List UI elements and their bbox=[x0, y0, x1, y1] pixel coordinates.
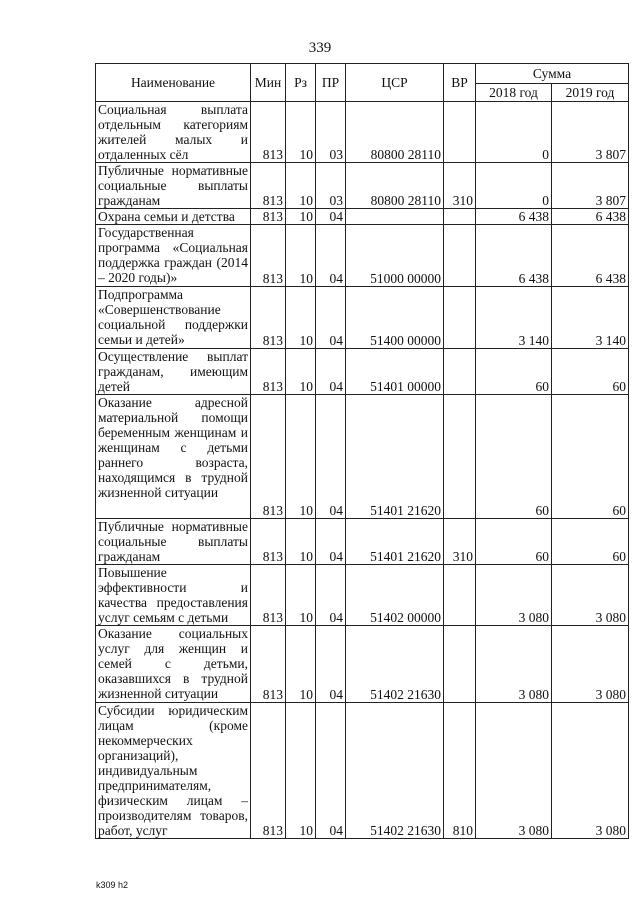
footer-code: k309 h2 bbox=[96, 880, 129, 890]
row-min-cell: 813 bbox=[251, 287, 286, 349]
row-min-cell: 813 bbox=[251, 349, 286, 395]
row-rz-cell: 10 bbox=[286, 626, 316, 703]
page-number: 339 bbox=[308, 40, 332, 56]
row-name-cell: Публичные нормативные социальные выплаты гражданам bbox=[96, 163, 251, 209]
table-row bbox=[96, 349, 629, 395]
row-min-cell: 813 bbox=[251, 225, 286, 287]
header-rz: Рз bbox=[286, 64, 316, 102]
row-2019-cell: 3 080 bbox=[552, 565, 629, 626]
row-2018-cell: 0 bbox=[476, 102, 552, 163]
row-min-cell: 813 bbox=[251, 519, 286, 565]
row-pr-cell: 04 bbox=[316, 395, 346, 519]
row-rz-cell: 10 bbox=[286, 102, 316, 163]
row-2018-cell: 60 bbox=[476, 395, 552, 519]
row-vr-cell bbox=[444, 565, 476, 626]
row-vr-cell bbox=[444, 102, 476, 163]
table-row bbox=[96, 565, 629, 626]
row-pr-cell: 04 bbox=[316, 519, 346, 565]
table-row bbox=[96, 163, 629, 209]
row-2018-cell: 0 bbox=[476, 163, 552, 209]
row-pr-cell: 04 bbox=[316, 349, 346, 395]
row-2019-cell: 60 bbox=[552, 349, 629, 395]
header-min: Мин bbox=[251, 64, 286, 102]
row-name-cell: Подпрограмма «Совершенствование социальной поддержки семьи и детей» bbox=[96, 287, 251, 349]
row-min-cell: 813 bbox=[251, 395, 286, 519]
row-vr-cell bbox=[444, 395, 476, 519]
row-2019-cell: 6 438 bbox=[552, 225, 629, 287]
row-2018-cell: 3 080 bbox=[476, 626, 552, 703]
table-row bbox=[96, 703, 629, 839]
row-vr-cell: 810 bbox=[444, 703, 476, 839]
row-rz-cell: 10 bbox=[286, 287, 316, 349]
row-pr-cell: 04 bbox=[316, 626, 346, 703]
row-name-cell: Оказание адресной материальной помощи беременным женщинам и женщинам с детьми раннего возраста, находящимся в трудной жизненной ситуации bbox=[96, 395, 251, 519]
row-csr-cell: 51400 00000 bbox=[346, 287, 444, 349]
row-vr-cell: 310 bbox=[444, 519, 476, 565]
row-2018-cell: 6 438 bbox=[476, 209, 552, 225]
row-pr-cell: 04 bbox=[316, 703, 346, 839]
row-pr-cell: 03 bbox=[316, 102, 346, 163]
row-rz-cell: 10 bbox=[286, 349, 316, 395]
row-name-cell: Оказание социальных услуг для женщин и семей с детьми, оказавшихся в трудной жизненной ситуации bbox=[96, 626, 251, 703]
row-vr-cell bbox=[444, 349, 476, 395]
row-2019-cell: 60 bbox=[552, 519, 629, 565]
row-vr-cell bbox=[444, 209, 476, 225]
row-2018-cell: 3 080 bbox=[476, 565, 552, 626]
row-rz-cell: 10 bbox=[286, 209, 316, 225]
row-2019-cell: 3 080 bbox=[552, 626, 629, 703]
row-min-cell: 813 bbox=[251, 209, 286, 225]
row-name-cell: Осуществление выплат гражданам, имеющим детей bbox=[96, 349, 251, 395]
row-rz-cell: 10 bbox=[286, 163, 316, 209]
row-pr-cell: 04 bbox=[316, 287, 346, 349]
row-pr-cell: 04 bbox=[316, 565, 346, 626]
header-sum: Сумма bbox=[476, 64, 629, 84]
row-vr-cell bbox=[444, 287, 476, 349]
row-2019-cell: 3 807 bbox=[552, 102, 629, 163]
row-csr-cell: 51402 21630 bbox=[346, 703, 444, 839]
row-vr-cell bbox=[444, 626, 476, 703]
budget-table bbox=[95, 63, 629, 839]
row-2018-cell: 6 438 bbox=[476, 225, 552, 287]
row-vr-cell bbox=[444, 225, 476, 287]
table-row bbox=[96, 209, 629, 225]
row-csr-cell bbox=[346, 209, 444, 225]
row-name-cell: Охрана семьи и детства bbox=[96, 209, 251, 225]
table-body bbox=[96, 102, 629, 839]
row-csr-cell: 51401 21620 bbox=[346, 395, 444, 519]
table-row bbox=[96, 287, 629, 349]
row-csr-cell: 51402 00000 bbox=[346, 565, 444, 626]
row-min-cell: 813 bbox=[251, 102, 286, 163]
row-min-cell: 813 bbox=[251, 626, 286, 703]
row-pr-cell: 04 bbox=[316, 225, 346, 287]
header-2018: 2018 год bbox=[476, 84, 552, 102]
table-row bbox=[96, 626, 629, 703]
row-name-cell: Повышение эффективности и качества предоставления услуг семьям с детьми bbox=[96, 565, 251, 626]
row-pr-cell: 03 bbox=[316, 163, 346, 209]
row-name-cell: Публичные нормативные социальные выплаты гражданам bbox=[96, 519, 251, 565]
row-rz-cell: 10 bbox=[286, 519, 316, 565]
row-rz-cell: 10 bbox=[286, 703, 316, 839]
header-pr: ПР bbox=[316, 64, 346, 102]
row-min-cell: 813 bbox=[251, 163, 286, 209]
row-rz-cell: 10 bbox=[286, 225, 316, 287]
row-2019-cell: 6 438 bbox=[552, 209, 629, 225]
row-min-cell: 813 bbox=[251, 703, 286, 839]
row-2019-cell: 60 bbox=[552, 395, 629, 519]
row-2018-cell: 60 bbox=[476, 349, 552, 395]
row-2018-cell: 3 080 bbox=[476, 703, 552, 839]
row-rz-cell: 10 bbox=[286, 565, 316, 626]
table-row bbox=[96, 102, 629, 163]
header-2019: 2019 год bbox=[552, 84, 629, 102]
header-name: Наименование bbox=[96, 64, 251, 102]
row-csr-cell: 51000 00000 bbox=[346, 225, 444, 287]
table-row bbox=[96, 225, 629, 287]
row-csr-cell: 51402 21630 bbox=[346, 626, 444, 703]
row-name-cell: Государственная программа «Социальная поддержка граждан (2014 – 2020 годы)» bbox=[96, 225, 251, 287]
row-2019-cell: 3 140 bbox=[552, 287, 629, 349]
row-name-cell: Субсидии юридическим лицам (кроме некоммерческих организаций), индивидуальным предпринимателям, физическим лицам – производителям товаров, работ, услуг bbox=[96, 703, 251, 839]
row-csr-cell: 51401 00000 bbox=[346, 349, 444, 395]
header-vr: ВР bbox=[444, 64, 476, 102]
row-pr-cell: 04 bbox=[316, 209, 346, 225]
table-row bbox=[96, 395, 629, 519]
row-2018-cell: 3 140 bbox=[476, 287, 552, 349]
row-2018-cell: 60 bbox=[476, 519, 552, 565]
row-csr-cell: 80800 28110 bbox=[346, 102, 444, 163]
row-min-cell: 813 bbox=[251, 565, 286, 626]
row-vr-cell: 310 bbox=[444, 163, 476, 209]
row-csr-cell: 51401 21620 bbox=[346, 519, 444, 565]
table-row bbox=[96, 519, 629, 565]
row-2019-cell: 3 080 bbox=[552, 703, 629, 839]
row-rz-cell: 10 bbox=[286, 395, 316, 519]
row-csr-cell: 80800 28110 bbox=[346, 163, 444, 209]
row-2019-cell: 3 807 bbox=[552, 163, 629, 209]
row-name-cell: Социальная выплата отдельным категориям жителей малых и отдаленных сёл bbox=[96, 102, 251, 163]
header-csr: ЦСР bbox=[346, 64, 444, 102]
